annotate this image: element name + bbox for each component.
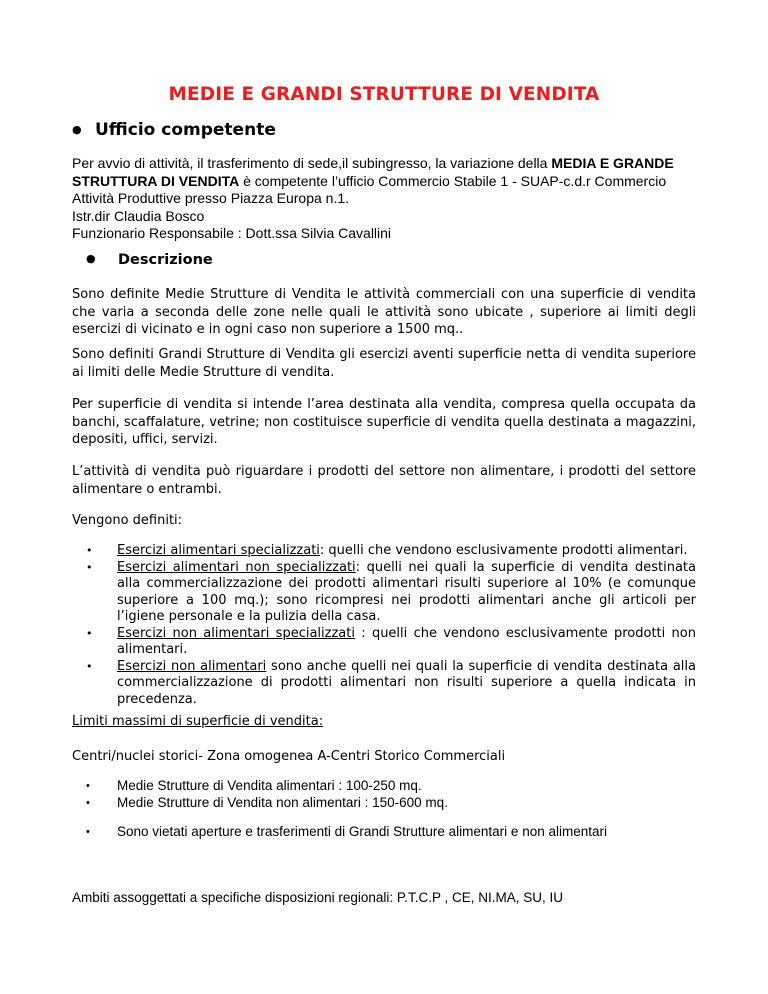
ambiti-line: Ambiti assoggettati a specifiche disposizioni regionali: P.T.C.P , CE, NI.MA, SU, IU xyxy=(72,890,563,905)
list-item: • Medie Strutture di Vendita alimentari : 100-250 mq. xyxy=(86,778,696,795)
definition-term: Esercizi non alimentari xyxy=(117,658,267,674)
list-item xyxy=(86,543,696,560)
definitions-list xyxy=(86,543,696,708)
office-paragraph xyxy=(72,155,696,243)
paragraph-vengono: Vengono definiti: xyxy=(72,513,183,528)
page-title: MEDIE E GRANDI STRUTTURE DI VENDITA xyxy=(168,84,600,105)
limits-list xyxy=(86,778,696,811)
definition-text: sono anche quelli nei quali la superficie di vendita destinata alla commercializzazione di prodotti alimentari non risulti superiore a quella indicata in precedenza. xyxy=(117,658,696,707)
definition-text: : quelli che vendono esclusivamente prodotti alimentari. xyxy=(319,543,688,558)
paragraph-settori: L’attività di vendita può riguardare i prodotti del settore non alimentare, i prodotti del settore alimentare o entrambi. xyxy=(72,464,696,497)
bullet-icon: ● xyxy=(72,123,82,136)
definition-term: Esercizi alimentari specializzati xyxy=(117,543,320,558)
office-intro-bold: MEDIA E GRANDE STRUTTURA DI VENDITA xyxy=(72,155,674,189)
paragraph-superficie: Per superficie di vendita si intende l’area destinata alla vendita, compresa quella occupata da banchi, scaffalature, vetrine; non costituisce superficie di vendita quella destinata a magazzini, depositi, uffici, servizi. xyxy=(72,397,696,447)
list-item: • Medie Strutture di Vendita non alimentari : 150-600 mq. xyxy=(86,795,696,812)
istr-line: Istr.dir Claudia Bosco xyxy=(72,207,205,224)
bullet-icon: ● xyxy=(86,252,96,265)
list-item xyxy=(86,560,696,626)
funzionario-line: Funzionario Responsabile : Dott.ssa Silvia Cavallini xyxy=(72,225,392,241)
definition-term: Esercizi non alimentari specializzati xyxy=(117,625,355,641)
definition-text: : quelli nei quali la superficie di vendita destinata alla commercializzazione dei prodotti alimentari risulti superiore al 10% (e comunque superiore a 100 mq.); sono ricompresi nei prodotti alimentari anche gli articoli per l’igiene personale e la pulizia della casa. xyxy=(117,559,696,624)
definition-term: Esercizi alimentari non specializzati xyxy=(117,559,356,575)
section-heading-ufficio-label: Ufficio competente xyxy=(95,120,276,140)
list-item xyxy=(86,659,696,709)
zone-line: Centri/nuclei storici- Zona omogenea A-Centri Storico Commerciali xyxy=(72,749,506,764)
section-heading-descrizione-label: Descrizione xyxy=(118,252,213,268)
limits-heading: Limiti massimi di superficie di vendita: xyxy=(72,714,324,729)
paragraph-medie: Sono definite Medie Strutture di Vendita le attività commerciali con una superficie di vendita che varia a seconda delle zone nelle quali le attività sono ubicate , superiore ai limiti degli esercizi di vicinato e in ogni caso non superiore a 1500 mq.. xyxy=(72,287,696,337)
list-item: • Sono vietati aperture e trasferimenti di Grandi Strutture alimentari e non alimentari xyxy=(86,824,696,841)
office-intro-text-2: è competente l’ufficio Commercio Stabile 1 - SUAP-c.d.r Commercio Attività Produttive presso Piazza Europa n.1. xyxy=(72,172,667,206)
office-intro-text: Per avvio di attività, il trasferimento di sede,il subingresso, la variazione della xyxy=(72,155,552,171)
prohibition-list xyxy=(86,824,696,841)
section-heading-descrizione xyxy=(86,252,213,268)
paragraph-grandi: Sono definiti Grandi Strutture di Vendita gli esercizi aventi superficie netta di vendita superiore ai limiti delle Medie Strutture di vendita. xyxy=(72,347,696,380)
section-heading-ufficio xyxy=(72,120,276,140)
list-item xyxy=(86,626,696,659)
definition-text: : quelli che vendono esclusivamente prodotti non alimentari. xyxy=(117,625,696,657)
